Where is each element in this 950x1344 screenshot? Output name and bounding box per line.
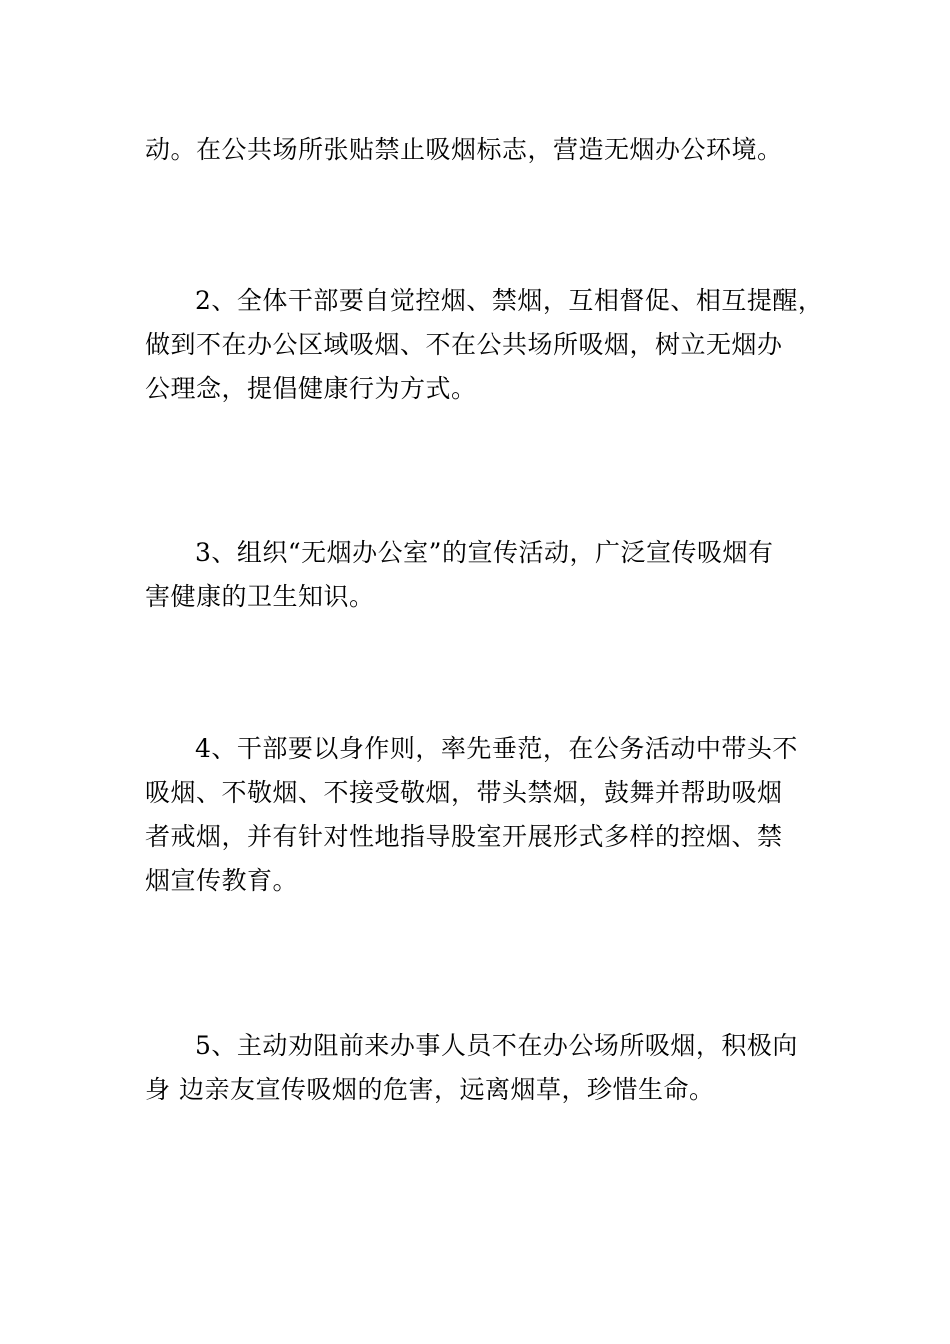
paragraph-item-5 <box>145 1024 825 1112</box>
paragraph-line <box>145 531 825 575</box>
paragraph-item-4 <box>145 727 825 903</box>
paragraph-line <box>145 1024 825 1068</box>
paragraph-line-text: 3、组织“无烟办公室”的宣传活动，广泛宣传吸烟有 <box>195 538 774 567</box>
paragraph-line: 吸烟、不敬烟、不接受敬烟，带头禁烟，鼓舞并帮助吸烟 <box>145 778 783 807</box>
paragraph-line-text: 4、干部要以身作则，率先垂范，在公务活动中带头不 <box>195 734 798 763</box>
paragraph-line <box>145 279 825 323</box>
paragraph-line: 烟宣传教育。 <box>145 866 299 895</box>
paragraph-line-text: 5、主动劝阻前来办事人员不在办公场所吸烟，积极向 <box>195 1031 798 1060</box>
paragraph-line: 做到不在办公区域吸烟、不在公共场所吸烟，树立无烟办 <box>145 330 783 359</box>
paragraph-line: 动。在公共场所张贴禁止吸烟标志，营造无烟办公环境。 <box>145 135 783 164</box>
paragraph-line: 身 边亲友宣传吸烟的危害，远离烟草，珍惜生命。 <box>145 1075 715 1104</box>
paragraph-line <box>145 727 825 771</box>
paragraph-item-3 <box>145 531 825 619</box>
paragraph-line: 公理念，提倡健康行为方式。 <box>145 374 477 403</box>
paragraph-line: 者戒烟，并有针对性地指导股室开展形式多样的控烟、禁 <box>145 822 783 851</box>
paragraph-continuation <box>145 128 825 172</box>
paragraph-line-text: 2、全体干部要自觉控烟、禁烟，互相督促、相互提醒， <box>195 286 824 315</box>
paragraph-line: 害健康的卫生知识。 <box>145 582 375 611</box>
paragraph-item-2 <box>145 279 825 411</box>
